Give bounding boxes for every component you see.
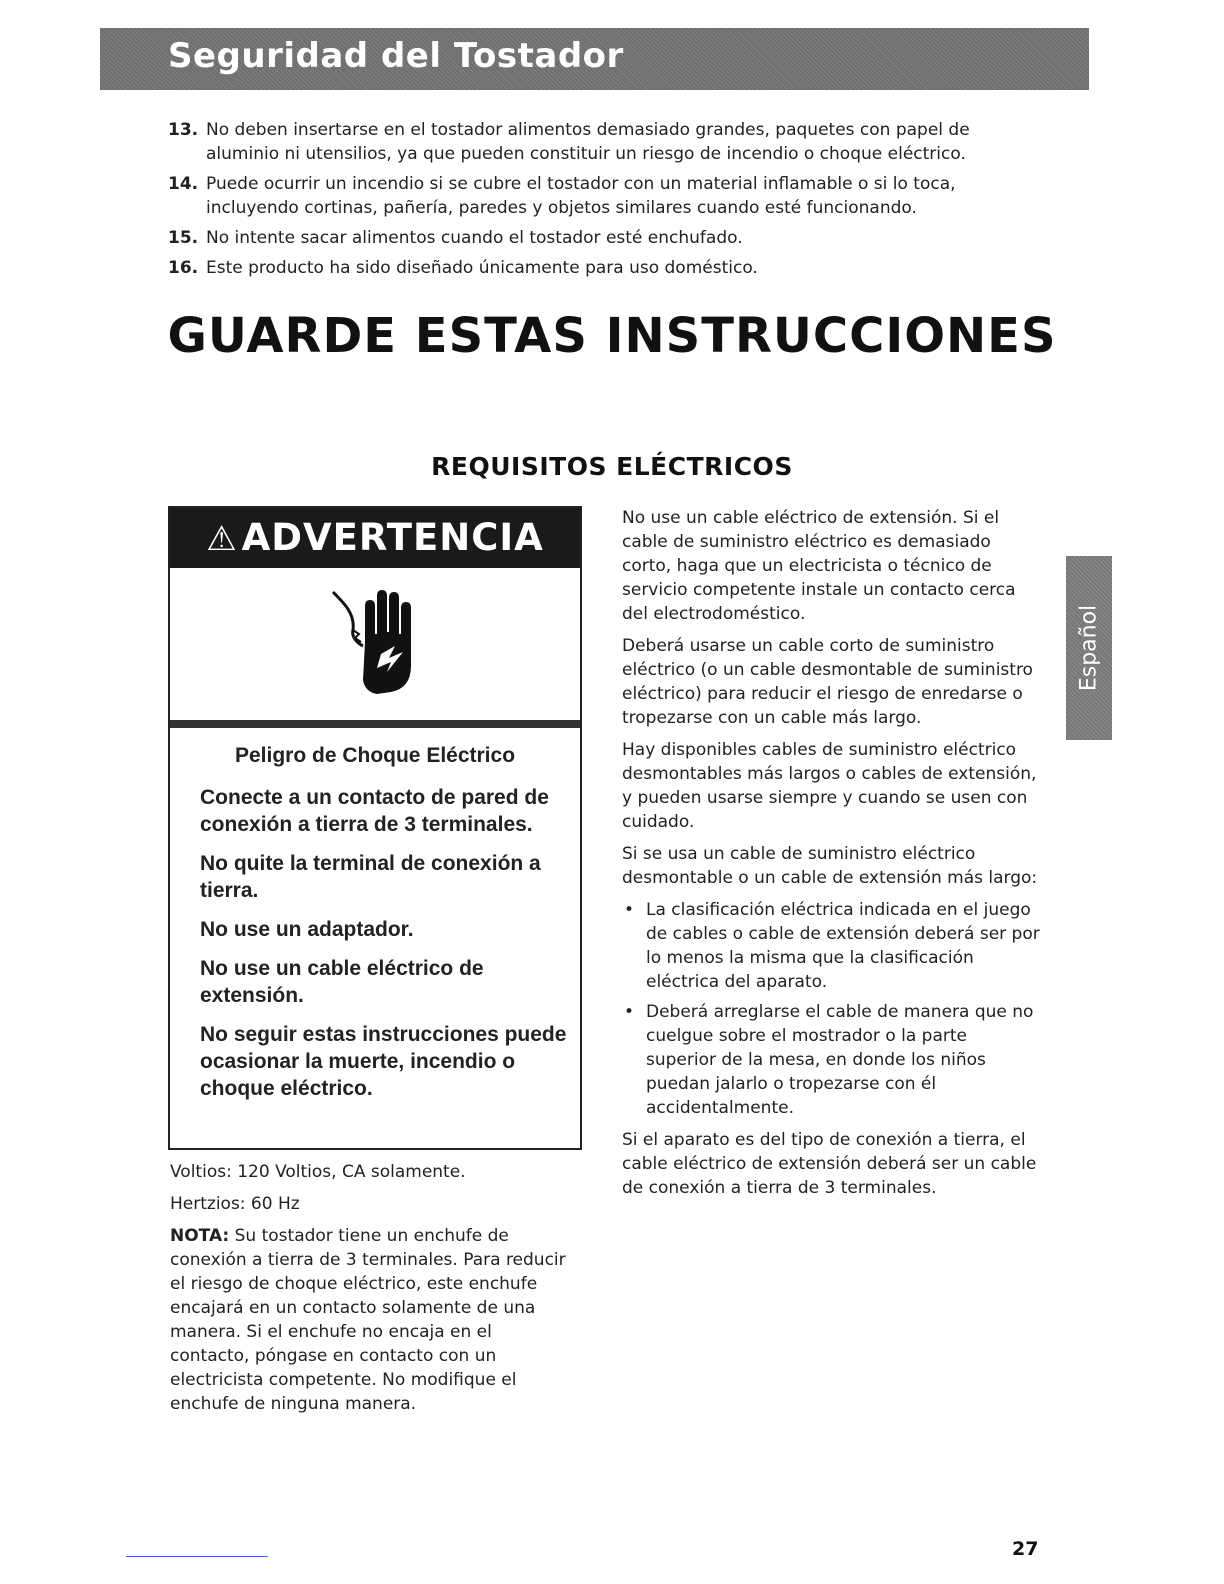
item-number: 15. xyxy=(168,228,199,248)
frequency-text: Hertzios: 60 Hz xyxy=(170,1194,300,1214)
item-number: 13. xyxy=(168,120,199,140)
list-item xyxy=(168,256,1048,280)
item-text: Este producto ha sido diseñado únicamente para uso doméstico. xyxy=(206,258,758,278)
warning-header-label: ADVERTENCIA xyxy=(241,516,544,559)
list-item xyxy=(168,118,1048,166)
danger-item: Conecte a un contacto de pared de conexión a tierra de 3 terminales. xyxy=(200,786,549,836)
warning-box xyxy=(168,506,582,1150)
warning-header xyxy=(170,508,580,568)
save-instructions-heading: GUARDE ESTAS INSTRUCCIONES xyxy=(167,308,1057,364)
item-number: 16. xyxy=(168,258,199,278)
danger-item: No seguir estas instrucciones puede ocasionar la muerte, incendio o choque eléctrico. xyxy=(200,1023,567,1100)
paragraph: Hay disponibles cables de suministro eléctrico desmontables más largos o cables de extensión, y pueden usarse siempre y cuando se usen con cuidado. xyxy=(622,740,1037,832)
section-header-title: Seguridad del Tostador xyxy=(168,36,624,76)
note-paragraph xyxy=(170,1224,570,1416)
note-label: NOTA: xyxy=(170,1226,230,1246)
list-item: • Deberá arreglarse el cable de manera que no cuelgue sobre el mostrador o la parte superior de la mesa, en donde los niños puedan jalarlo o tropezarse con él accidentalmente. xyxy=(622,1000,1042,1120)
warning-divider xyxy=(170,720,580,728)
left-column xyxy=(170,1160,570,1424)
note-text: Su tostador tiene un enchufe de conexión a tierra de 3 terminales. Para reducir el riesgo de choque eléctrico, este enchufe encajará en un contacto solamente de una manera. Si el enchufe no encaja en el contacto, póngase en contacto con un electricista competente. No modifique el enchufe de ninguna manera. xyxy=(170,1226,566,1414)
paragraph: No use un cable eléctrico de extensión. Si el cable de suministro eléctrico es demasiado corto, haga que un electricista o técnico de servicio competente instale un contacto cerca del electrodoméstico. xyxy=(622,508,1016,624)
danger-item: No use un cable eléctrico de extensión. xyxy=(200,957,484,1007)
language-side-tab xyxy=(1066,556,1112,740)
paragraph: Deberá usarse un cable corto de suministro eléctrico (o un cable desmontable de suministro eléctrico) para reducir el riesgo de enredarse o tropezarse con un cable más largo. xyxy=(622,636,1033,728)
warning-text xyxy=(200,744,570,1114)
paragraph: Si se usa un cable de suministro eléctrico desmontable o un cable de extensión más largo: xyxy=(622,844,1038,888)
danger-title: Peligro de Choque Eléctrico xyxy=(234,744,516,767)
section-title: REQUISITOS ELÉCTRICOS xyxy=(431,452,793,481)
item-text: Puede ocurrir un incendio si se cubre el tostador con un material inflamable o si lo toca, incluyendo cortinas, pañería, paredes y objetos similares cuando esté funcionando. xyxy=(206,174,956,218)
list-item xyxy=(168,172,1048,220)
section-header-bar xyxy=(100,28,1089,90)
bottom-rule xyxy=(126,1556,268,1557)
item-text: No intente sacar alimentos cuando el tostador esté enchufado. xyxy=(206,228,743,248)
language-side-tab-label: Español xyxy=(1076,604,1102,692)
safety-list xyxy=(168,118,1048,286)
warning-icon-area xyxy=(170,568,580,720)
paragraph: Si el aparato es del tipo de conexión a tierra, el cable eléctrico de extensión deberá ser un cable de conexión a tierra de 3 terminales. xyxy=(622,1130,1037,1198)
list-item: • La clasificación eléctrica indicada en el juego de cables o cable de extensión deberá ser por lo menos la misma que la clasificación eléctrica del aparato. xyxy=(622,898,1042,994)
right-column xyxy=(622,506,1042,1208)
voltage-text: Voltios: 120 Voltios, CA solamente. xyxy=(170,1162,466,1182)
danger-item: No use un adaptador. xyxy=(200,918,414,941)
item-number: 14. xyxy=(168,174,199,194)
electric-shock-hand-icon xyxy=(325,584,425,704)
danger-item: No quite la terminal de conexión a tierra. xyxy=(200,852,541,902)
requirements-list xyxy=(622,898,1042,1120)
page-number: 27 xyxy=(1012,1538,1039,1560)
item-text: No deben insertarse en el tostador alimentos demasiado grandes, paquetes con papel de aluminio ni utensilios, ya que pueden constituir un riesgo de incendio o choque eléctrico. xyxy=(206,120,970,164)
warning-triangle-icon: ⚠ xyxy=(206,519,238,559)
list-item xyxy=(168,226,1048,250)
